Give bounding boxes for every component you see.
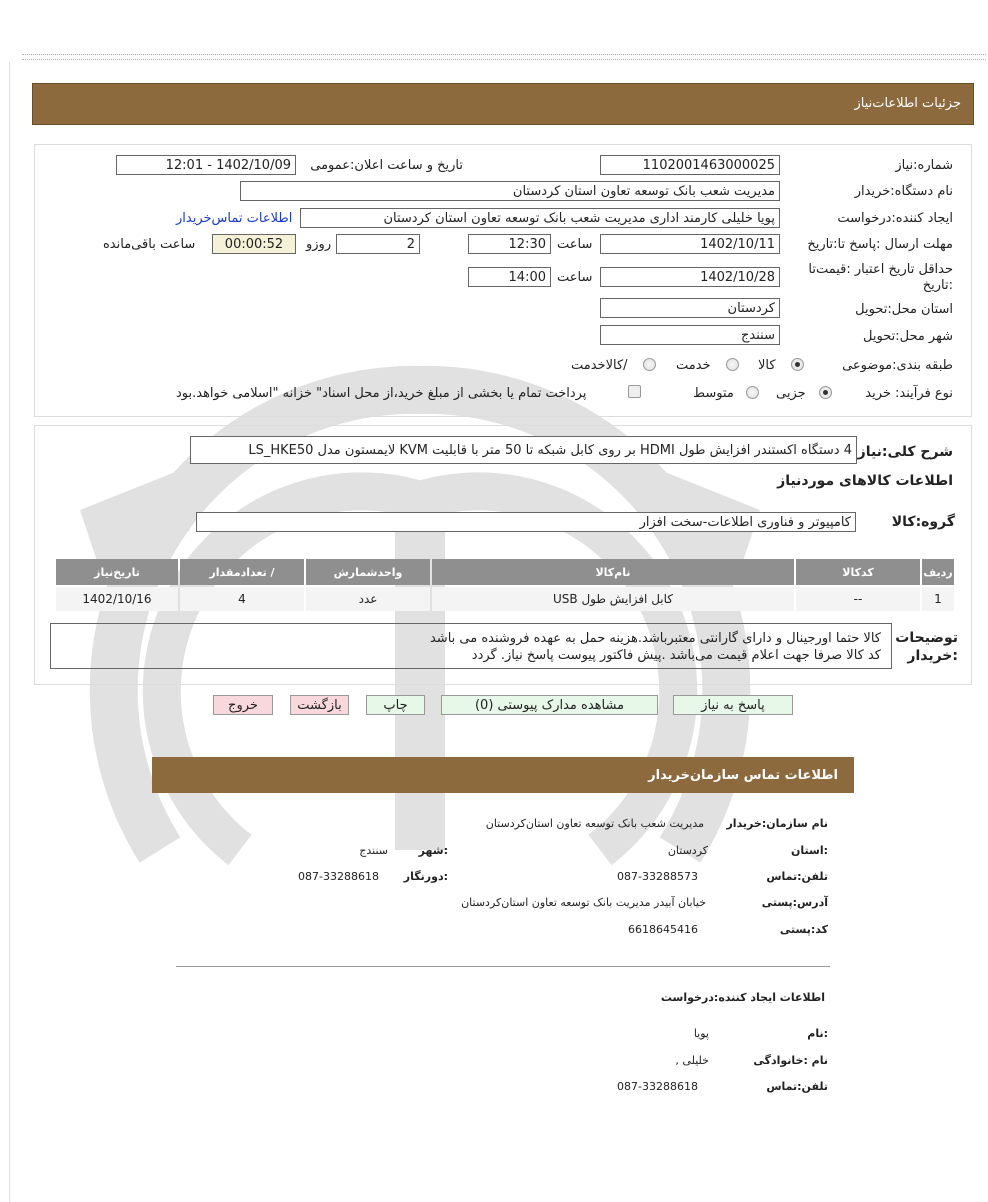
contact-phone-value: 087-33288573	[617, 870, 698, 883]
header-title: جزئیات اطلاعات‌نیاز	[854, 96, 961, 111]
view-attachments-button[interactable]: مشاهده مدارک پیوستی (0)	[441, 695, 658, 715]
back-button[interactable]: بازگشت	[290, 695, 349, 715]
treasury-payment-note: پرداخت تمام یا بخشی از مبلغ خرید،از محل اسناد" خزانه "اسلامی خواهد.بود	[176, 386, 587, 401]
validity-time-field: 14:00	[468, 267, 551, 287]
category-label: طبقه بندی:موضوعی	[842, 358, 953, 373]
buyer-note-line-1: کالا حتما اورجینال و دارای گارانتی معتبرباشد.هزینه حمل به عهده فروشنده می باشد	[429, 631, 881, 646]
city-field: سنندج	[600, 325, 780, 345]
goods-info-heading: اطلاعات کالاهای موردنیاز	[777, 473, 953, 489]
goods-group-label: گروه:کالا	[891, 514, 955, 530]
radio-category-goods-label: کالا	[758, 358, 776, 373]
creator-field: پویا خلیلی کارمند اداری مدیریت شعب بانک توسعه تعاون استان کردستان	[300, 208, 780, 228]
remaining-time-field: 00:00:52	[212, 234, 296, 254]
radio-category-service-label: خدمت	[676, 358, 711, 373]
deadline-time-label: ساعت	[557, 237, 593, 252]
table-row	[56, 587, 954, 611]
cell-quantity: 4	[180, 587, 304, 611]
goods-table	[54, 557, 956, 613]
city-label: شهر محل:تحویل	[863, 329, 953, 344]
buyer-field: مدیریت شعب بانک توسعه تعاون استان کردستان	[240, 181, 780, 201]
summary-label: شرح کلی:نیاز	[857, 444, 953, 460]
contact-postal-value: 6618645416	[628, 923, 698, 936]
validity-time-label: ساعت	[557, 270, 593, 285]
radio-process-small[interactable]	[819, 386, 832, 399]
exit-button[interactable]: خروج	[213, 695, 273, 715]
col-row-number: ردیف	[922, 559, 954, 585]
org-name-value: مدیریت شعب بانک توسعه تعاون استان‌کردستان	[485, 817, 704, 830]
page-header	[32, 83, 974, 125]
radio-category-both[interactable]	[643, 358, 656, 371]
left-rule	[9, 62, 10, 1202]
contact-fax-label: :دورنگار	[403, 870, 448, 883]
contact-address-value: خیابان آبیدر مدیریت بانک توسعه تعاون استان‌کردستان	[461, 896, 706, 909]
creator-phone-label: تلفن:تماس	[766, 1080, 828, 1093]
contact-title: اطلاعات تماس سازمان‌خریدار	[648, 768, 838, 783]
reply-button[interactable]: پاسخ به نیاز	[673, 695, 793, 715]
notes-label-1: توضیحات	[895, 630, 958, 646]
cell-goods-name: کابل افزایش طول USB	[432, 587, 794, 611]
contact-address-label: آدرس:پستی	[761, 896, 828, 909]
deadline-date-field: 1402/10/11	[600, 234, 780, 254]
buyer-notes-box	[50, 623, 892, 669]
validity-label-2: :تاریخ	[922, 278, 953, 293]
contact-divider	[176, 966, 830, 967]
contact-fax-value: 087-33288618	[298, 870, 379, 883]
cell-row-number: 1	[922, 587, 954, 611]
announce-label: تاریخ و ساعت اعلان:عمومی	[310, 158, 463, 173]
contact-header	[152, 757, 854, 793]
creator-phone-value: 087-33288618	[617, 1080, 698, 1093]
radio-category-both-label: /کالاخدمت	[571, 358, 628, 373]
creator-name-value: پویا	[693, 1027, 709, 1040]
radio-process-small-label: جزیی	[776, 386, 806, 401]
radio-process-medium-label: متوسط	[693, 386, 734, 401]
col-quantity: / تعدادمقدار	[180, 559, 304, 585]
deadline-time-field: 12:30	[468, 234, 551, 254]
radio-category-service[interactable]	[726, 358, 739, 371]
contact-province-value: کردستان	[667, 844, 708, 857]
need-number-label: شماره:نیاز	[895, 158, 953, 173]
creator-family-value: خلیلی ,	[675, 1054, 709, 1067]
contact-city-value: سنندج	[359, 844, 388, 857]
cell-goods-code: --	[796, 587, 920, 611]
need-number-field: 1102001463000025	[600, 155, 780, 175]
org-name-label: نام سازمان:خریدار	[726, 817, 828, 830]
creator-info-title: اطلاعات ایجاد کننده:درخواست	[660, 991, 825, 1004]
buyer-label: نام دستگاه:خریدار	[854, 184, 953, 199]
contact-phone-label: تلفن:تماس	[766, 870, 828, 883]
days-field: 2	[336, 234, 420, 254]
province-field: کردستان	[600, 298, 780, 318]
cell-unit: عدد	[306, 587, 430, 611]
days-label: روزو	[306, 237, 332, 252]
remaining-label: ساعت باقی‌مانده	[103, 237, 196, 252]
announce-field: 1402/10/09 - 12:01	[116, 155, 296, 175]
treasury-payment-checkbox[interactable]	[628, 385, 641, 398]
notes-label-2: :خریدار	[907, 648, 958, 664]
goods-group-field: کامپیوتر و فناوری اطلاعات-سخت افزار	[196, 512, 856, 532]
province-label: استان محل:تحویل	[855, 302, 953, 317]
buyer-contact-link[interactable]: اطلاعات تماس‌خریدار	[176, 211, 293, 226]
creator-family-label: نام :خانوادگی	[753, 1054, 828, 1067]
top-dotted-rule	[22, 54, 986, 60]
validity-label-1: حداقل تاریخ اعتبار :قیمت‌تا	[808, 262, 953, 277]
validity-date-field: 1402/10/28	[600, 267, 780, 287]
radio-process-medium[interactable]	[746, 386, 759, 399]
print-button[interactable]: چاپ	[366, 695, 425, 715]
creator-label: ایجاد کننده:درخواست	[837, 211, 953, 226]
col-goods-name: نام‌کالا	[432, 559, 794, 585]
summary-field: 4 دستگاه اکستندر افزایش طول HDMI بر روی کابل شبکه تا 50 متر با قابلیت KVM لایمستون مدل LS_HKE50	[190, 436, 857, 464]
creator-name-label: :نام	[807, 1027, 828, 1040]
col-unit: واحدشمارش	[306, 559, 430, 585]
radio-category-goods[interactable]	[791, 358, 804, 371]
buyer-note-line-2: کد کالا صرفا جهت اعلام قیمت می‌باشد .پیش فاکتور پیوست پاسخ نیاز. گردد	[471, 648, 881, 663]
contact-city-label: :شهر	[418, 844, 448, 857]
col-goods-code: کدکالا	[796, 559, 920, 585]
table-header-row	[56, 559, 954, 585]
contact-postal-label: کد:پستی	[779, 923, 828, 936]
col-need-date: تاریخ‌نیاز	[56, 559, 178, 585]
contact-province-label: :استان	[791, 844, 828, 857]
cell-need-date: 1402/10/16	[56, 587, 178, 611]
process-label: نوع فرآیند: خرید	[865, 386, 953, 401]
deadline-label: مهلت ارسال :پاسخ تا:تاریخ	[807, 237, 953, 252]
